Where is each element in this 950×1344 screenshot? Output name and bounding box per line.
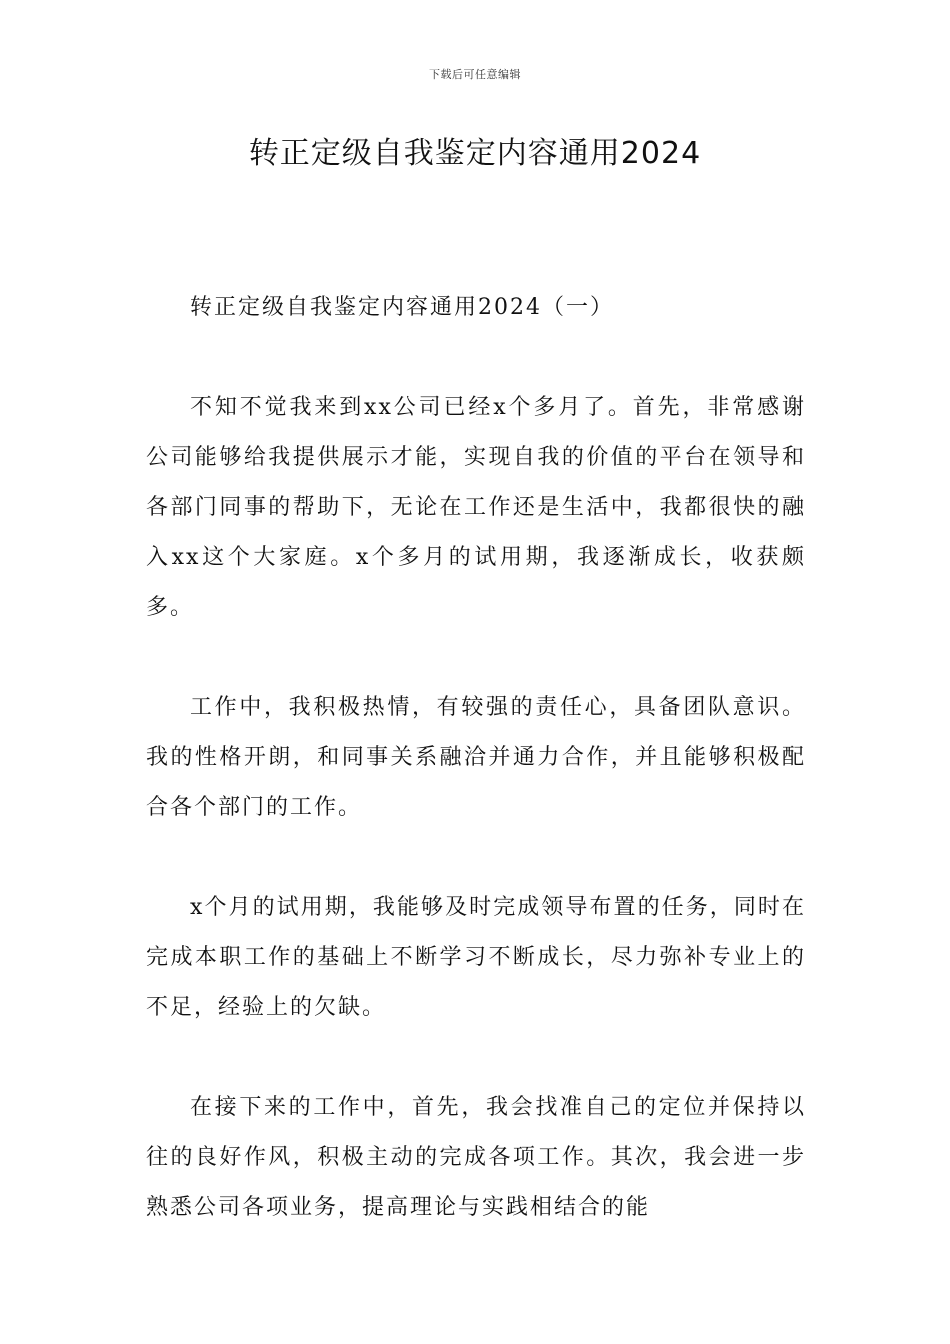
paragraph: 在接下来的工作中，首先，我会找准自己的定位并保持以往的良好作风，积极主动的完成各项工作。其次，我会进一步熟悉公司各项业务，提高理论与实践相结合的能	[146, 1095, 806, 1220]
section-heading: 转正定级自我鉴定内容通用2024（一）	[190, 295, 614, 320]
paragraph: 不知不觉我来到xx公司已经x个多月了。首先，非常感谢公司能够给我提供展示才能，实现自我的价值的平台在领导和各部门同事的帮助下，无论在工作还是生活中，我都很快的融入xx这个大家庭。x个多月的试用期，我逐渐成长，收获颇多。	[146, 395, 806, 620]
header-note: 下载后可任意编辑	[429, 68, 521, 81]
document-body	[146, 283, 806, 1283]
document-title: 转正定级自我鉴定内容通用2024	[248, 136, 702, 171]
paragraph: 工作中，我积极热情，有较强的责任心，具备团队意识。我的性格开朗，和同事关系融洽并通力合作，并且能够积极配合各个部门的工作。	[146, 695, 806, 820]
paragraph: x个月的试用期，我能够及时完成领导布置的任务，同时在完成本职工作的基础上不断学习不断成长，尽力弥补专业上的不足，经验上的欠缺。	[146, 895, 806, 1020]
